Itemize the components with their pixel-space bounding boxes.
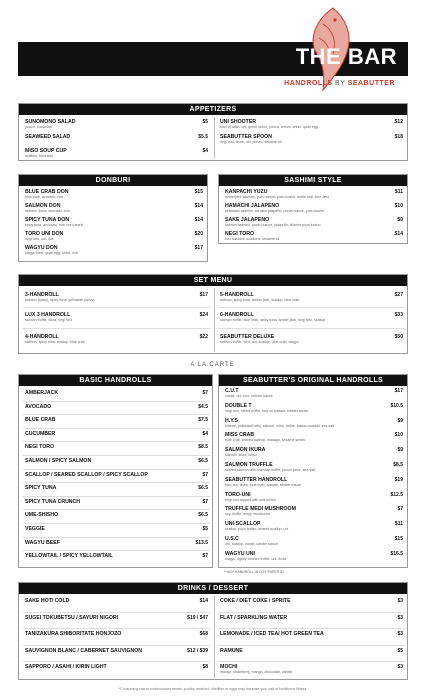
menu-item: BLUE CRAB $7.5 — [25, 417, 208, 424]
row-divider — [23, 328, 210, 329]
menu-item: SALMON TRUFFLE seared salmon with shimaaji truffle, ponzu jurez, sea salt $8.5 — [225, 462, 403, 472]
menu-item: SUGEI TOKUBETSU / SAYURI NIGORI $19 / $47 — [25, 614, 208, 621]
row-divider — [23, 469, 210, 470]
menu-item: AMBERJACK $7 — [25, 390, 208, 396]
drinks-right-col — [214, 594, 409, 680]
menu-item: SCALLOP / SEARED SCALLOP / SPICY SCALLOP $7 — [25, 471, 208, 478]
menu-item: NEGI TORO $8.5 — [25, 444, 208, 451]
row-divider — [23, 414, 210, 415]
setmenu-left-col — [19, 286, 214, 354]
sashimi-section — [218, 174, 408, 244]
menu-item: 4-HANDROLL salmon, spicy tuna, scallop, blue crab $22 — [25, 334, 208, 344]
menu-item: NEGI TORO toro sashimi, scallions, sesame oil $14 — [225, 231, 403, 241]
appetizers-left-col — [19, 115, 214, 161]
basic-handrolls-section — [18, 374, 213, 568]
row-divider — [23, 628, 210, 629]
menu-item: BLUE CRAB DON blue crab, avocado, rice $15 — [25, 189, 203, 199]
menu-item: TORO UNI DON negi toro, uni, rice $20 — [25, 231, 203, 241]
menu-item: YELLOWTAIL / SPICY YELLOWTAIL $7 — [25, 553, 208, 560]
soy-paper-note: **ANY HANDROLL IN SOY PAPER $1 — [224, 570, 284, 574]
donburi-title: DONBURI — [19, 175, 207, 186]
row-divider — [218, 628, 405, 629]
row-divider — [23, 537, 210, 538]
row-divider — [218, 645, 405, 646]
setmenu-right-col — [214, 286, 409, 354]
brand-subtitle — [284, 80, 395, 87]
menu-item: KANPACHI YUZU amberjack sashimi, yuzu sauce, yuzu kosho, truffle salt, lime zest $11 — [225, 189, 403, 199]
menu-item: SPICY TUNA CRUNCH $7 — [25, 498, 208, 505]
drinks-left-col — [19, 594, 214, 680]
brand-title: THE BAR — [295, 44, 397, 69]
row-divider — [23, 661, 210, 662]
menu-item: LUX 3 HANDROLL salmon truffle, ikura, negi toro $24 — [25, 312, 208, 322]
brand-sub-by: BY — [335, 80, 346, 87]
row-divider — [23, 455, 210, 456]
sashimi-col — [219, 186, 409, 244]
menu-item: COKE / DIET COKE / SPRITE $3 — [220, 598, 403, 604]
menu-item: TORO-UNI negi toro topped with sea urchin $12.5 — [225, 491, 403, 502]
brand-sub-handrolls: HANDROLLS — [284, 80, 333, 87]
row-divider — [23, 428, 210, 429]
menu-item: H.Y.S hirame, yellowtail belly, salmon, miso, truffle, tosazu wasabi, sea salt $9 — [225, 417, 403, 428]
drinks-section — [18, 582, 408, 680]
menu-item: RAMUNE $5 — [220, 647, 403, 654]
menu-item: UNI-SCALLOP scallop, yuzu tobiko, seared scallop, uni $11 — [225, 521, 403, 532]
row-divider — [23, 645, 210, 646]
menu-item: LEMONADE / ICED TEA/ HOT GREEN TEA $3 — [220, 631, 403, 637]
appetizers-right-col — [214, 115, 409, 161]
menu-item: DOUBLE T negi toro, sliced truffle, toro w/ wasabi, lobster sauce $10.5 — [225, 402, 403, 413]
row-divider — [23, 482, 210, 483]
row-divider — [218, 328, 405, 329]
menu-item: MOCHI mango, strawberry, mango, chocolate, vanilla $3 — [220, 664, 403, 674]
menu-item: WAGYU DON wagyu beef, quail egg, chive, rice $17 — [25, 245, 203, 255]
menu-item: TRUFFLE MEDI MUSHROOM soy, truffle, mepp mushroom $7 — [225, 506, 403, 517]
menu-item: UME-SHISHO $6.5 — [25, 512, 208, 519]
row-divider — [23, 509, 210, 510]
menu-item: 3-HANDROLL salmon (spicy), spicy tuna, yellowtail (spicy) $17 — [25, 292, 208, 302]
row-divider — [23, 523, 210, 524]
header — [0, 0, 425, 100]
sashimi-title: SASHIMI STYLE — [219, 175, 407, 186]
menu-item: SEABUTTER SPOON negi toro, ikura, uni, ponzu, sesame oil $18 — [220, 134, 403, 144]
menu-item: CUCUMBER $4 — [25, 430, 208, 437]
menu-item: 5-HANDROLL salmon, spicy tuna, amber jack, scallop, blue crab $27 — [220, 292, 403, 302]
original-handrolls-section — [218, 374, 408, 568]
drinks-title: DRINKS / DESSERT — [19, 583, 407, 594]
health-disclaimer: *Consuming raw or undercooked meats, poultry, seafood, shellfish or eggs may increase your risk of foodborne illness — [118, 687, 307, 691]
row-divider — [218, 661, 405, 662]
menu-item: SEABUTTER DELUXE salmon truffle, toro, uni, scallop, blue crab, wagyu $50 — [220, 334, 403, 344]
row-divider — [218, 307, 405, 308]
donburi-section — [18, 174, 208, 262]
menu-item: WAGYU BEEF $13.5 — [25, 539, 208, 546]
menu-item: SAPPORO / ASAHI / KIRIN LIGHT $8 — [25, 664, 208, 670]
menu-item: U.S.C uni, scallop, caviar, lobster sauce $15 — [225, 536, 403, 546]
basic-handrolls-col — [19, 386, 214, 568]
menu-item: 6-HANDROLL salmon truffle, blue crab, spicy tuna, amber jack, negi toro, scallop $33 — [220, 312, 403, 322]
original-handrolls-col — [219, 386, 409, 568]
brand-sub-seabutter: SEABUTTER — [347, 80, 395, 87]
menu-item: SALMON DON salmon, ikura, avocado, rice $14 — [25, 203, 203, 213]
appetizers-title: APPETIZERS — [19, 104, 407, 115]
menu-item: SEABUTTER HANDROLL toro, uni, ikura, blue crab, wasabi, lobster sauce $19 — [225, 476, 403, 487]
row-divider — [23, 307, 210, 308]
menu-item: TANIZAKURA SHIBORITATE HONJOZO $68 — [25, 631, 208, 637]
setmenu-section — [18, 274, 408, 354]
menu-item: C.U.T caviar, uni, toro, lobster sauce $17 — [225, 388, 403, 398]
donburi-col — [19, 186, 209, 262]
menu-item: MISO SOUP CUP scallion, fried tofu $4 — [25, 148, 208, 158]
original-handrolls-title: SEABUTTER'S ORIGINAL HANDROLLS — [219, 375, 407, 386]
row-divider — [23, 612, 210, 613]
basic-handrolls-title: BASIC HANDROLLS — [19, 375, 212, 386]
menu-item: SALMON / SPICY SALMON $6.5 — [25, 458, 208, 464]
row-divider — [23, 496, 210, 497]
row-divider — [23, 550, 210, 551]
row-divider — [23, 441, 210, 442]
menu-item: SPICY TUNA DON spicy tuna, avocado, rice, nori pearls $14 — [25, 217, 203, 227]
menu-item: AVOCADO $4.5 — [25, 403, 208, 410]
menu-item: MISS CRAB blue crab, seared scallop, masago, sesame seeds $10 — [225, 432, 403, 443]
menu-item: SAKE JALAPENO salmon sashimi, ponzu sauce, jalapeño, cilantro yuzu kosho $9 — [225, 217, 403, 227]
menu-item: WAGYU UNI wagyu, lightly torched truffle, uni, ikura $16.5 — [225, 550, 403, 561]
alacarte-heading: A LA CARTE — [190, 362, 235, 368]
menu-item: SPICY TUNA $6.5 — [25, 485, 208, 492]
menu-item: VEGGIE $5 — [25, 526, 208, 532]
menu-item: SAUVIGNON BLANC / CABERNET SAUVIGNON $12 / $39 — [25, 647, 208, 654]
menu-item: FLAT / SPARKLING WATER $3 — [220, 614, 403, 621]
menu-item: SALMON IKURA salmon, ikura, shiso $9 — [225, 447, 403, 458]
menu-item: UNI SHOOTER shot of sake, uni, green onion, ponzu, lemon, shiso, quail egg $12 — [220, 119, 403, 129]
menu-item: SUNOMONO SALAD ponzu, cucumber $5 — [25, 119, 208, 129]
row-divider — [218, 612, 405, 613]
menu-item: HAMACHI JALAPENO yellowtail sashimi, serrano jalapeño, ponzu sauce, yuzu kosho $10 — [225, 203, 403, 213]
appetizers-section — [18, 103, 408, 161]
row-divider — [23, 401, 210, 402]
menu-item: SEAWEED SALAD $5.5 — [25, 134, 208, 140]
menu-item: SAKE HOT/ COLD $14 — [25, 598, 208, 604]
setmenu-title: SET MENU — [19, 275, 407, 286]
